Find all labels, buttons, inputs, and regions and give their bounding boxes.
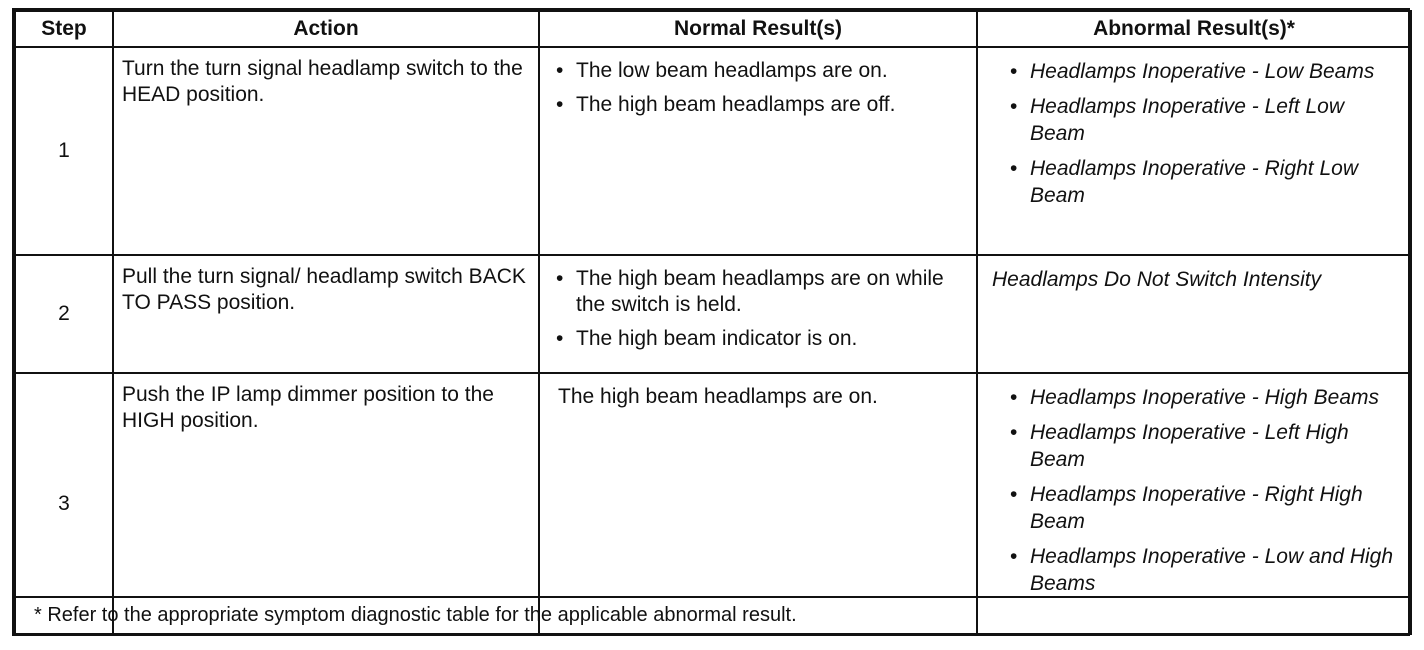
normal-results <box>539 255 977 373</box>
list-item: • Headlamps Inoperative - High Beams <box>1010 386 1380 409</box>
abnormal-results <box>977 47 1411 255</box>
diagnostic-table-sheet <box>12 8 1410 636</box>
table-header-row <box>15 11 1411 47</box>
table-row <box>15 47 1411 255</box>
list-item: • Headlamps Inoperative - Low and High Beams <box>1010 545 1394 595</box>
header-step: Step <box>15 11 113 47</box>
diagnostic-table <box>14 10 1412 635</box>
table-row <box>15 255 1411 373</box>
action-text: Pull the turn signal/ headlamp switch BACK TO PASS position. <box>113 255 539 373</box>
list-item: • The high beam headlamps are on while the switch is held. <box>556 267 944 316</box>
normal-results <box>539 47 977 255</box>
bullet-icon: • <box>556 267 564 290</box>
list-item: • Headlamps Inoperative - Right Low Beam <box>1010 157 1359 207</box>
bullet-icon: • <box>556 93 564 116</box>
bullet-icon: • <box>1010 545 1018 568</box>
bullet-icon: • <box>1010 95 1018 118</box>
bullet-icon: • <box>556 327 564 350</box>
action-text: Push the IP lamp dimmer position to the HIGH position. <box>113 373 539 634</box>
step-number: 3 <box>15 373 113 634</box>
list-item: • The low beam headlamps are on. <box>556 59 888 82</box>
header-abnormal-results: Abnormal Result(s)* <box>977 11 1411 47</box>
normal-result-text: The high beam headlamps are on. <box>558 385 878 408</box>
list-item: • Headlamps Inoperative - Left Low Beam <box>1010 95 1345 145</box>
bullet-icon: • <box>1010 157 1018 180</box>
list-item: • The high beam headlamps are off. <box>556 93 896 116</box>
action-text: Turn the turn signal headlamp switch to the HEAD position. <box>113 47 539 255</box>
bullet-icon: • <box>1010 421 1018 444</box>
header-normal-results: Normal Result(s) <box>539 11 977 47</box>
bullet-icon: • <box>1010 483 1018 506</box>
list-item: • Headlamps Inoperative - Right High Beam <box>1010 483 1363 533</box>
step-number: 2 <box>15 255 113 373</box>
list-item: • The high beam indicator is on. <box>556 327 858 350</box>
list-item: • Headlamps Inoperative - Left High Beam <box>1010 421 1349 471</box>
step-number: 1 <box>15 47 113 255</box>
header-action: Action <box>113 11 539 47</box>
bullet-icon: • <box>556 59 564 82</box>
abnormal-result-text: Headlamps Do Not Switch Intensity <box>992 268 1322 291</box>
footnote: * Refer to the appropriate symptom diagnostic table for the applicable abnormal result. <box>14 596 1408 634</box>
bullet-icon: • <box>1010 386 1018 409</box>
bullet-icon: • <box>1010 60 1018 83</box>
normal-results <box>539 373 977 634</box>
abnormal-results <box>977 373 1411 634</box>
list-item: • Headlamps Inoperative - Low Beams <box>1010 60 1375 83</box>
abnormal-results <box>977 255 1411 373</box>
table-row <box>15 373 1411 634</box>
